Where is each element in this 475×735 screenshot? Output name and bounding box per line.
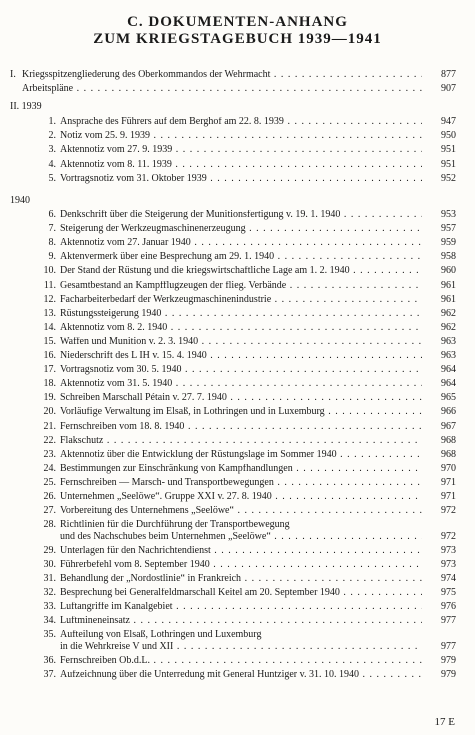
entry-page: 966 xyxy=(428,407,456,417)
entry-text: Flakschutz . . . xyxy=(60,436,422,446)
page-footer: 17 E xyxy=(434,716,455,728)
toc-entry xyxy=(22,252,456,262)
entry-page: 960 xyxy=(428,266,456,276)
entry-page: 970 xyxy=(428,464,456,474)
entry-page: 950 xyxy=(428,131,456,141)
entry-text: Unterlagen für den Nachrichtendienst . . . xyxy=(60,546,422,556)
entry-text: Luftangriffe im Kanalgebiet . . . xyxy=(60,602,422,612)
toc-entry xyxy=(22,478,456,488)
entry-text: Bestimmungen zur Einschränkung von Kampfhandlungen . . . xyxy=(60,464,422,474)
entry-number: 30. xyxy=(43,558,56,570)
entry-number: 14. xyxy=(43,321,56,333)
toc-entry xyxy=(22,131,456,141)
entry-page: 968 xyxy=(428,450,456,460)
entry-number: 2. xyxy=(48,130,56,142)
entry-page: 975 xyxy=(428,588,456,598)
entry-number: 35. xyxy=(43,629,56,641)
entry-text: Luftmineneinsatz . . . xyxy=(60,616,422,626)
entry-page: 973 xyxy=(428,546,456,556)
entry-number: 3. xyxy=(48,144,56,156)
toc-entry xyxy=(22,145,456,155)
entry-number: 31. xyxy=(43,573,56,584)
entry-page: 961 xyxy=(428,281,456,291)
entry-number: 11. xyxy=(43,279,56,291)
year-heading: 1940 xyxy=(10,195,30,206)
toc-entry xyxy=(22,506,456,516)
toc-entry xyxy=(22,532,456,542)
toc-entry xyxy=(22,393,456,403)
entry-text: Facharbeiterbedarf der Werkzeugmaschinenindustrie . . . xyxy=(60,295,422,305)
entry-number: 21. xyxy=(43,420,56,432)
entry-number: 16. xyxy=(43,350,56,361)
entry-number: 22. xyxy=(43,434,56,446)
entry-page: 962 xyxy=(428,309,456,319)
entry-page: 958 xyxy=(428,252,456,262)
entry-number: 24. xyxy=(43,462,56,474)
toc-entry xyxy=(22,351,456,361)
entry-text: Aktennotiz vom 27. 9. 1939 . . . xyxy=(60,145,422,155)
entry-text: Besprechung bei Generalfeldmarschall Keitel am 20. September 1940 . . . xyxy=(60,588,422,598)
entry-text: Schreiben Marschall Pétain v. 27. 7. 1940 . . . xyxy=(60,393,422,403)
toc-entry xyxy=(22,379,456,389)
entry-page: 952 xyxy=(428,174,456,184)
entry-page: 971 xyxy=(428,492,456,502)
entry-number: 20. xyxy=(43,406,56,418)
entry-text: Notiz vom 25. 9. 1939 . . . xyxy=(60,131,422,141)
toc-entry xyxy=(22,450,456,460)
entry-text: Richtlinien für die Durchführung der Transportbewegung xyxy=(60,520,290,531)
toc-entry xyxy=(22,422,456,432)
toc-entry xyxy=(22,642,456,652)
entry-number: 1. xyxy=(48,116,56,127)
section-heading: II. 1939 xyxy=(10,101,42,112)
toc-entry xyxy=(22,238,456,248)
entry-page: 877 xyxy=(428,70,456,80)
toc-entry xyxy=(22,464,456,474)
entry-text: Arbeitspläne . . . xyxy=(22,84,422,94)
entry-text: Fernschreiben — Marsch- und Transportbewegungen . . . xyxy=(60,478,422,488)
entry-text: Gesamtbestand an Kampfflugzeugen der flieg. Verbände . . . xyxy=(60,281,422,291)
toc-entry xyxy=(22,224,456,234)
entry-number: 5. xyxy=(48,172,56,184)
entry-text: Aktennotiz vom 31. 5. 1940 . . . xyxy=(60,379,422,389)
toc-entry xyxy=(22,295,456,305)
toc-entry xyxy=(22,365,456,375)
entry-number: 8. xyxy=(48,237,56,249)
entry-text: Niederschrift des L IH v. 15. 4. 1940 . . . xyxy=(60,351,422,361)
entry-text: Steigerung der Werkzeugmaschinenerzeugung . . . xyxy=(60,224,422,234)
entry-number: 27. xyxy=(43,505,56,517)
entry-page: 977 xyxy=(428,616,456,626)
toc-entry xyxy=(22,436,456,446)
entry-page: 972 xyxy=(428,532,456,542)
entry-text: Rüstungssteigerung 1940 . . . xyxy=(60,309,422,319)
entry-text: Aktennotiz vom 27. Januar 1940 . . . xyxy=(60,238,422,248)
title-line-1: C. DOKUMENTEN-ANHANG xyxy=(127,14,348,30)
entry-number: 13. xyxy=(43,307,56,319)
entry-number: 7. xyxy=(48,223,56,235)
toc-entry xyxy=(22,210,456,220)
entry-text: Fernschreiben vom 18. 8. 1940 . . . xyxy=(60,422,422,432)
entry-page: 953 xyxy=(428,210,456,220)
entry-page: 963 xyxy=(428,337,456,347)
entry-number: 33. xyxy=(43,601,56,613)
entry-number: 25. xyxy=(43,476,56,488)
entry-number: 36. xyxy=(43,655,56,666)
entry-text: Denkschrift über die Steigerung der Munitionsfertigung v. 19. 1. 1940 . . . xyxy=(60,210,422,220)
entry-number: 34. xyxy=(43,615,56,627)
toc-entry xyxy=(22,281,456,291)
entry-text: Waffen und Munition v. 2. 3. 1940 . . . xyxy=(60,337,422,347)
entry-number: 17. xyxy=(43,364,56,376)
entry-number: 18. xyxy=(43,378,56,390)
entry-number: 4. xyxy=(48,158,56,170)
entry-text: Aktenvermerk über eine Besprechung am 29. 1. 1940 . . . xyxy=(60,252,422,262)
entry-number: 28. xyxy=(43,519,56,531)
entry-page: 951 xyxy=(428,145,456,155)
entry-number: 23. xyxy=(43,448,56,460)
entry-text: Vortragsnotiz vom 31. Oktober 1939 . . . xyxy=(60,174,422,184)
entry-text: Aktennotiz vom 8. 2. 1940 . . . xyxy=(60,323,422,333)
toc-entry xyxy=(22,323,456,333)
toc-entry xyxy=(22,630,456,640)
entry-number: 19. xyxy=(43,392,56,404)
entry-page: 962 xyxy=(428,323,456,333)
entry-number: 12. xyxy=(43,293,56,305)
entry-page: 976 xyxy=(428,602,456,612)
entry-page: 951 xyxy=(428,160,456,170)
entry-page: 947 xyxy=(428,117,456,127)
entry-page: 977 xyxy=(428,642,456,652)
entry-page: 959 xyxy=(428,238,456,248)
entry-text: Führerbefehl vom 8. September 1940 . . . xyxy=(60,560,422,570)
entry-number: 9. xyxy=(48,251,56,263)
toc-entry xyxy=(22,266,456,276)
entry-page: 979 xyxy=(428,656,456,666)
entry-text: Vortragsnotiz vom 30. 5. 1940 . . . xyxy=(60,365,422,375)
entry-text: Unternehmen „Seelöwe“. Gruppe XXI v. 27. 8. 1940 . . . xyxy=(60,492,422,502)
entry-number: 15. xyxy=(43,335,56,347)
entry-page: 965 xyxy=(428,393,456,403)
entry-page: 979 xyxy=(428,670,456,680)
entry-text: Der Stand der Rüstung und die kriegswirtschaftliche Lage am 1. 2. 1940 . . . xyxy=(60,266,422,276)
entry-page: 961 xyxy=(428,295,456,305)
entry-number: 37. xyxy=(43,669,56,681)
entry-text: Aufteilung von Elsaß, Lothringen und Luxemburg xyxy=(60,630,262,641)
toc-entry xyxy=(22,546,456,556)
entry-page: 971 xyxy=(428,478,456,488)
entry-page: 964 xyxy=(428,365,456,375)
entry-number: 32. xyxy=(43,587,56,599)
entry-text: Ansprache des Führers auf dem Berghof am 22. 8. 1939 . . . xyxy=(60,117,422,127)
toc-entry xyxy=(22,492,456,502)
toc-entry xyxy=(10,70,456,80)
entry-text: Aktennotiz vom 8. 11. 1939 . . . xyxy=(60,160,422,170)
toc-entry xyxy=(22,337,456,347)
entry-text: Kriegsspitzengliederung des Oberkommandos der Wehrmacht . . . xyxy=(22,70,422,80)
toc-entry xyxy=(22,602,456,612)
toc-entry xyxy=(22,520,456,530)
entry-number: 6. xyxy=(48,209,56,220)
entry-text: Behandlung der „Nordostlinie“ in Frankreich . . . xyxy=(60,574,422,584)
toc-entry xyxy=(22,309,456,319)
entry-number: 26. xyxy=(43,491,56,502)
toc-entry xyxy=(22,574,456,584)
entry-text: Vorläufige Verwaltung im Elsaß, in Lothringen und in Luxemburg . . . xyxy=(60,407,422,417)
entry-page: 972 xyxy=(428,506,456,516)
entry-page: 973 xyxy=(428,560,456,570)
entry-text: Aktennotiz über die Entwicklung der Rüstungslage im Sommer 1940 . . . xyxy=(60,450,422,460)
toc-entry xyxy=(22,174,456,184)
section-label: I. xyxy=(10,69,16,80)
toc-entry xyxy=(22,656,456,666)
entry-text: in die Wehrkreise V und XII . . . xyxy=(60,642,422,652)
toc-entry xyxy=(22,407,456,417)
entry-text: Fernschreiben Ob.d.L. . . . xyxy=(60,656,422,666)
toc-entry xyxy=(22,160,456,170)
entry-page: 968 xyxy=(428,436,456,446)
entry-page: 974 xyxy=(428,574,456,584)
entry-number: 29. xyxy=(43,544,56,556)
entry-text: und des Nachschubes beim Unternehmen „Seelöwe“ . . . xyxy=(60,532,422,542)
toc-entry xyxy=(22,117,456,127)
entry-text: Vorbereitung des Unternehmens „Seelöwe“ . . . xyxy=(60,506,422,516)
toc-entry xyxy=(22,616,456,626)
entry-page: 957 xyxy=(428,224,456,234)
entry-text: Aufzeichnung über die Unterredung mit General Huntziger v. 31. 10. 1940 . . . xyxy=(60,670,422,680)
toc-entry xyxy=(10,84,456,94)
entry-page: 967 xyxy=(428,422,456,432)
title-line-2: ZUM KRIEGSTAGEBUCH 1939—1941 xyxy=(93,31,382,47)
entry-page: 963 xyxy=(428,351,456,361)
entry-page: 907 xyxy=(428,84,456,94)
toc-entry xyxy=(22,560,456,570)
entry-number: 10. xyxy=(43,265,56,277)
toc-entry xyxy=(22,670,456,680)
toc-entry xyxy=(22,588,456,598)
entry-page: 964 xyxy=(428,379,456,389)
